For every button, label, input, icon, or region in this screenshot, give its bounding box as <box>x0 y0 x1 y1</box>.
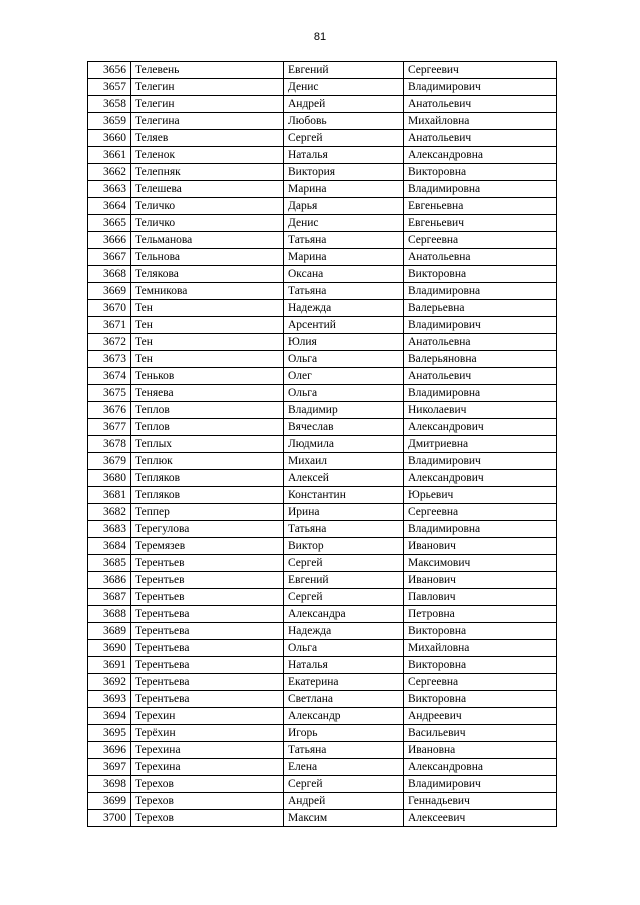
surname-cell: Тен <box>131 317 284 334</box>
given-name-cell: Ольга <box>284 351 404 368</box>
row-number-cell: 3695 <box>88 725 131 742</box>
patronymic-cell: Владимировна <box>404 181 557 198</box>
table-row <box>88 674 557 691</box>
surname-cell: Терехина <box>131 759 284 776</box>
surname-cell: Теличко <box>131 215 284 232</box>
given-name-cell: Андрей <box>284 96 404 113</box>
patronymic-cell: Анатольевна <box>404 249 557 266</box>
patronymic-cell: Владимирович <box>404 776 557 793</box>
given-name-cell: Константин <box>284 487 404 504</box>
table-row <box>88 742 557 759</box>
patronymic-cell: Михайловна <box>404 113 557 130</box>
patronymic-cell: Иванович <box>404 572 557 589</box>
table-row <box>88 96 557 113</box>
table-row <box>88 640 557 657</box>
patronymic-cell: Михайловна <box>404 640 557 657</box>
row-number-cell: 3694 <box>88 708 131 725</box>
patronymic-cell: Анатольевич <box>404 130 557 147</box>
patronymic-cell: Алексеевич <box>404 810 557 827</box>
patronymic-cell: Евгеньевна <box>404 198 557 215</box>
given-name-cell: Татьяна <box>284 232 404 249</box>
table-row <box>88 300 557 317</box>
patronymic-cell: Евгеньевич <box>404 215 557 232</box>
given-name-cell: Марина <box>284 249 404 266</box>
row-number-cell: 3685 <box>88 555 131 572</box>
surname-cell: Телевень <box>131 62 284 79</box>
given-name-cell: Максим <box>284 810 404 827</box>
given-name-cell: Ольга <box>284 385 404 402</box>
patronymic-cell: Владимировна <box>404 283 557 300</box>
given-name-cell: Наталья <box>284 657 404 674</box>
table-row <box>88 181 557 198</box>
row-number-cell: 3691 <box>88 657 131 674</box>
table-row <box>88 572 557 589</box>
given-name-cell: Наталья <box>284 147 404 164</box>
surname-cell: Терентьева <box>131 657 284 674</box>
given-name-cell: Людмила <box>284 436 404 453</box>
given-name-cell: Любовь <box>284 113 404 130</box>
surname-cell: Терёхин <box>131 725 284 742</box>
table-row <box>88 589 557 606</box>
surname-cell: Терентьева <box>131 691 284 708</box>
surname-cell: Телегин <box>131 96 284 113</box>
table-row <box>88 164 557 181</box>
surname-cell: Тен <box>131 300 284 317</box>
table-row <box>88 657 557 674</box>
table-row <box>88 249 557 266</box>
row-number-cell: 3683 <box>88 521 131 538</box>
given-name-cell: Владимир <box>284 402 404 419</box>
surname-cell: Телегина <box>131 113 284 130</box>
given-name-cell: Александра <box>284 606 404 623</box>
patronymic-cell: Сергеевна <box>404 232 557 249</box>
row-number-cell: 3677 <box>88 419 131 436</box>
table-row <box>88 521 557 538</box>
given-name-cell: Надежда <box>284 300 404 317</box>
table-row <box>88 147 557 164</box>
patronymic-cell: Викторовна <box>404 691 557 708</box>
table-row <box>88 759 557 776</box>
patronymic-cell: Сергеевич <box>404 62 557 79</box>
patronymic-cell: Анатольевна <box>404 334 557 351</box>
given-name-cell: Марина <box>284 181 404 198</box>
surname-cell: Терентьев <box>131 555 284 572</box>
surname-cell: Теплюк <box>131 453 284 470</box>
table-row <box>88 419 557 436</box>
patronymic-cell: Юрьевич <box>404 487 557 504</box>
surname-cell: Телешева <box>131 181 284 198</box>
patronymic-cell: Викторовна <box>404 266 557 283</box>
row-number-cell: 3667 <box>88 249 131 266</box>
given-name-cell: Виктор <box>284 538 404 555</box>
given-name-cell: Олег <box>284 368 404 385</box>
table-row <box>88 725 557 742</box>
row-number-cell: 3681 <box>88 487 131 504</box>
row-number-cell: 3661 <box>88 147 131 164</box>
surname-cell: Терентьева <box>131 674 284 691</box>
table-row <box>88 198 557 215</box>
surname-cell: Тен <box>131 334 284 351</box>
surname-cell: Теплых <box>131 436 284 453</box>
row-number-cell: 3664 <box>88 198 131 215</box>
row-number-cell: 3678 <box>88 436 131 453</box>
given-name-cell: Евгений <box>284 62 404 79</box>
table-row <box>88 130 557 147</box>
table-row <box>88 113 557 130</box>
surname-cell: Терентьев <box>131 572 284 589</box>
row-number-cell: 3672 <box>88 334 131 351</box>
row-number-cell: 3690 <box>88 640 131 657</box>
row-number-cell: 3663 <box>88 181 131 198</box>
surname-cell: Теньков <box>131 368 284 385</box>
surname-cell: Тен <box>131 351 284 368</box>
surname-cell: Тельнова <box>131 249 284 266</box>
given-name-cell: Андрей <box>284 793 404 810</box>
patronymic-cell: Викторовна <box>404 164 557 181</box>
row-number-cell: 3699 <box>88 793 131 810</box>
given-name-cell: Оксана <box>284 266 404 283</box>
table-row <box>88 453 557 470</box>
surname-cell: Телепняк <box>131 164 284 181</box>
table-row <box>88 266 557 283</box>
given-name-cell: Вячеслав <box>284 419 404 436</box>
surname-cell: Темникова <box>131 283 284 300</box>
table-row <box>88 368 557 385</box>
surname-cell: Терехин <box>131 708 284 725</box>
table-row <box>88 215 557 232</box>
given-name-cell: Ольга <box>284 640 404 657</box>
surname-cell: Тельманова <box>131 232 284 249</box>
surname-cell: Терехов <box>131 810 284 827</box>
table-row <box>88 606 557 623</box>
given-name-cell: Елена <box>284 759 404 776</box>
row-number-cell: 3666 <box>88 232 131 249</box>
row-number-cell: 3662 <box>88 164 131 181</box>
page-number: 81 <box>313 31 327 43</box>
surname-cell: Терегулова <box>131 521 284 538</box>
surname-cell: Тепляков <box>131 487 284 504</box>
table-row <box>88 436 557 453</box>
given-name-cell: Денис <box>284 215 404 232</box>
given-name-cell: Сергей <box>284 589 404 606</box>
row-number-cell: 3658 <box>88 96 131 113</box>
row-number-cell: 3688 <box>88 606 131 623</box>
given-name-cell: Сергей <box>284 555 404 572</box>
given-name-cell: Михаил <box>284 453 404 470</box>
patronymic-cell: Дмитриевна <box>404 436 557 453</box>
row-number-cell: 3682 <box>88 504 131 521</box>
table-row <box>88 402 557 419</box>
roster-body <box>88 62 557 827</box>
surname-cell: Терехов <box>131 776 284 793</box>
surname-cell: Теппер <box>131 504 284 521</box>
row-number-cell: 3689 <box>88 623 131 640</box>
patronymic-cell: Владимировна <box>404 521 557 538</box>
row-number-cell: 3680 <box>88 470 131 487</box>
row-number-cell: 3679 <box>88 453 131 470</box>
given-name-cell: Надежда <box>284 623 404 640</box>
table-row <box>88 317 557 334</box>
patronymic-cell: Иванович <box>404 538 557 555</box>
table-row <box>88 691 557 708</box>
surname-cell: Терехов <box>131 793 284 810</box>
given-name-cell: Алексей <box>284 470 404 487</box>
table-row <box>88 351 557 368</box>
patronymic-cell: Анатольевич <box>404 368 557 385</box>
patronymic-cell: Викторовна <box>404 657 557 674</box>
surname-cell: Теремязев <box>131 538 284 555</box>
row-number-cell: 3698 <box>88 776 131 793</box>
surname-cell: Терентьев <box>131 589 284 606</box>
patronymic-cell: Валерьевна <box>404 300 557 317</box>
table-row <box>88 793 557 810</box>
table-row <box>88 283 557 300</box>
given-name-cell: Игорь <box>284 725 404 742</box>
surname-cell: Телегин <box>131 79 284 96</box>
patronymic-cell: Валерьяновна <box>404 351 557 368</box>
row-number-cell: 3692 <box>88 674 131 691</box>
surname-cell: Теплов <box>131 402 284 419</box>
surname-cell: Теплов <box>131 419 284 436</box>
given-name-cell: Татьяна <box>284 521 404 538</box>
given-name-cell: Дарья <box>284 198 404 215</box>
given-name-cell: Юлия <box>284 334 404 351</box>
surname-cell: Теняева <box>131 385 284 402</box>
surname-cell: Терентьева <box>131 606 284 623</box>
table-row <box>88 623 557 640</box>
surname-cell: Терехина <box>131 742 284 759</box>
row-number-cell: 3697 <box>88 759 131 776</box>
table-row <box>88 504 557 521</box>
patronymic-cell: Викторовна <box>404 623 557 640</box>
patronymic-cell: Александрович <box>404 470 557 487</box>
row-number-cell: 3657 <box>88 79 131 96</box>
table-row <box>88 708 557 725</box>
patronymic-cell: Владимирович <box>404 453 557 470</box>
table-row <box>88 62 557 79</box>
row-number-cell: 3675 <box>88 385 131 402</box>
surname-cell: Теляев <box>131 130 284 147</box>
given-name-cell: Арсентий <box>284 317 404 334</box>
given-name-cell: Сергей <box>284 130 404 147</box>
surname-cell: Телякова <box>131 266 284 283</box>
patronymic-cell: Павлович <box>404 589 557 606</box>
patronymic-cell: Николаевич <box>404 402 557 419</box>
row-number-cell: 3686 <box>88 572 131 589</box>
patronymic-cell: Ивановна <box>404 742 557 759</box>
row-number-cell: 3656 <box>88 62 131 79</box>
table-row <box>88 776 557 793</box>
patronymic-cell: Сергеевна <box>404 674 557 691</box>
table-row <box>88 232 557 249</box>
patronymic-cell: Владимирович <box>404 317 557 334</box>
row-number-cell: 3673 <box>88 351 131 368</box>
given-name-cell: Ирина <box>284 504 404 521</box>
table-row <box>88 810 557 827</box>
table-row <box>88 470 557 487</box>
given-name-cell: Светлана <box>284 691 404 708</box>
row-number-cell: 3684 <box>88 538 131 555</box>
row-number-cell: 3676 <box>88 402 131 419</box>
row-number-cell: 3696 <box>88 742 131 759</box>
patronymic-cell: Андреевич <box>404 708 557 725</box>
given-name-cell: Татьяна <box>284 742 404 759</box>
given-name-cell: Александр <box>284 708 404 725</box>
patronymic-cell: Александровна <box>404 759 557 776</box>
patronymic-cell: Максимович <box>404 555 557 572</box>
row-number-cell: 3669 <box>88 283 131 300</box>
row-number-cell: 3671 <box>88 317 131 334</box>
row-number-cell: 3687 <box>88 589 131 606</box>
row-number-cell: 3659 <box>88 113 131 130</box>
patronymic-cell: Сергеевна <box>404 504 557 521</box>
row-number-cell: 3674 <box>88 368 131 385</box>
patronymic-cell: Анатольевич <box>404 96 557 113</box>
name-roster-table <box>87 61 557 827</box>
patronymic-cell: Владимирович <box>404 79 557 96</box>
surname-cell: Теленок <box>131 147 284 164</box>
patronymic-cell: Александровна <box>404 147 557 164</box>
given-name-cell: Виктория <box>284 164 404 181</box>
given-name-cell: Денис <box>284 79 404 96</box>
patronymic-cell: Геннадьевич <box>404 793 557 810</box>
surname-cell: Теличко <box>131 198 284 215</box>
patronymic-cell: Васильевич <box>404 725 557 742</box>
row-number-cell: 3665 <box>88 215 131 232</box>
row-number-cell: 3670 <box>88 300 131 317</box>
given-name-cell: Сергей <box>284 776 404 793</box>
table-row <box>88 555 557 572</box>
patronymic-cell: Александрович <box>404 419 557 436</box>
row-number-cell: 3700 <box>88 810 131 827</box>
patronymic-cell: Владимировна <box>404 385 557 402</box>
row-number-cell: 3693 <box>88 691 131 708</box>
given-name-cell: Екатерина <box>284 674 404 691</box>
table-row <box>88 538 557 555</box>
given-name-cell: Татьяна <box>284 283 404 300</box>
table-row <box>88 385 557 402</box>
given-name-cell: Евгений <box>284 572 404 589</box>
table-row <box>88 334 557 351</box>
table-row <box>88 487 557 504</box>
surname-cell: Терентьева <box>131 640 284 657</box>
patronymic-cell: Петровна <box>404 606 557 623</box>
row-number-cell: 3668 <box>88 266 131 283</box>
row-number-cell: 3660 <box>88 130 131 147</box>
surname-cell: Терентьева <box>131 623 284 640</box>
table-row <box>88 79 557 96</box>
surname-cell: Тепляков <box>131 470 284 487</box>
